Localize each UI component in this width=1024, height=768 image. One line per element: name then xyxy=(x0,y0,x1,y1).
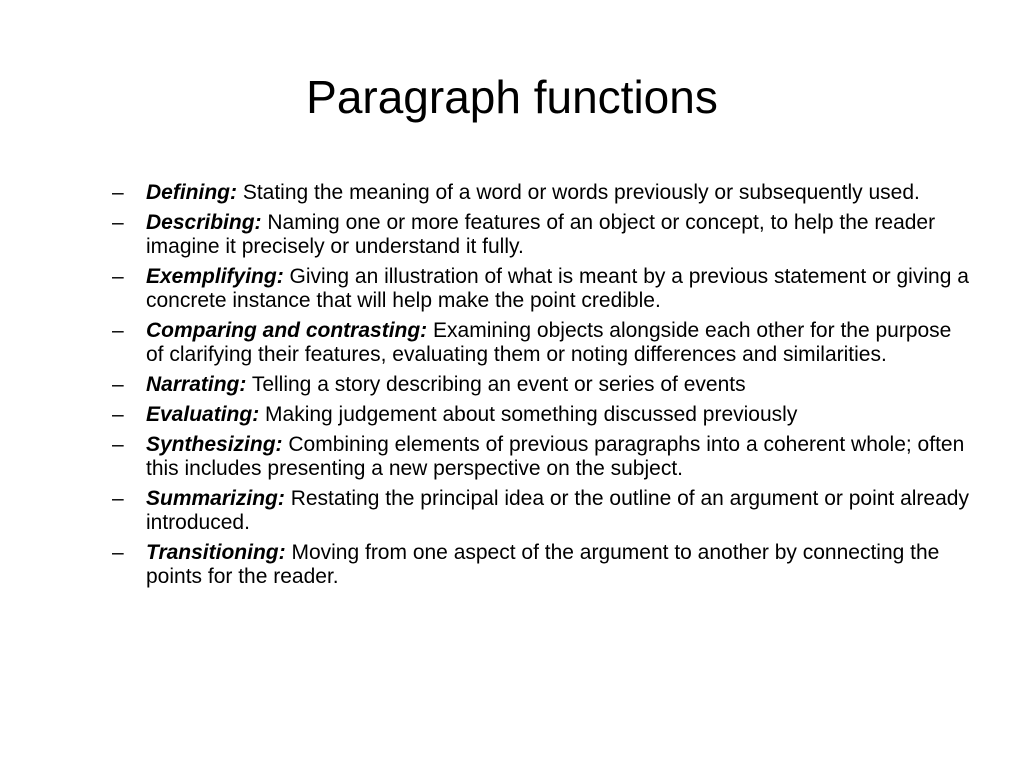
list-item-transitioning xyxy=(112,541,972,589)
dash-bullet-icon: – xyxy=(112,373,124,396)
bullet-text: Naming one or more features of an object or concept, to help the reader imagine it precisely or understand it fully. xyxy=(146,211,936,258)
dash-bullet-icon: – xyxy=(112,433,124,456)
list-item-summarizing xyxy=(112,487,972,535)
bullet-term: Evaluating: xyxy=(146,403,260,426)
list-item-exemplifying xyxy=(112,265,972,313)
bullet-term: Comparing and contrasting: xyxy=(146,319,428,342)
bullet-term: Narrating: xyxy=(146,373,247,396)
list-item-defining xyxy=(112,181,972,205)
dash-bullet-icon: – xyxy=(112,541,124,564)
bullet-text: Stating the meaning of a word or words previously or subsequently used. xyxy=(242,181,920,204)
bullet-term: Transitioning: xyxy=(146,541,286,564)
list-item-describing xyxy=(112,211,972,259)
bullet-text: Moving from one aspect of the argument to another by connecting the points for the reader. xyxy=(146,541,940,588)
bullet-text: Examining objects alongside each other for the purpose of clarifying their features, evaluating them or noting differences and similarities. xyxy=(146,319,952,366)
dash-bullet-icon: – xyxy=(112,181,124,204)
bullet-term: Exemplifying: xyxy=(146,265,284,288)
dash-bullet-icon: – xyxy=(112,211,124,234)
slide-title: Paragraph functions xyxy=(306,71,718,123)
dash-bullet-icon: – xyxy=(112,265,124,288)
dash-bullet-icon: – xyxy=(112,487,124,510)
bullet-text: Restating the principal idea or the outline of an argument or point already introduced. xyxy=(146,487,969,534)
bullet-term: Describing: xyxy=(146,211,262,234)
bullet-term: Summarizing: xyxy=(146,487,285,510)
bullet-text: Giving an illustration of what is meant by a previous statement or giving a concrete instance that will help make the point credible. xyxy=(146,265,969,312)
dash-bullet-icon: – xyxy=(112,403,124,426)
bullet-term: Synthesizing: xyxy=(146,433,283,456)
list-item-comparing-and-contrasting xyxy=(112,319,972,367)
dash-bullet-icon: – xyxy=(112,319,124,342)
bullet-term: Defining: xyxy=(146,181,237,204)
list-item-evaluating xyxy=(112,403,972,427)
bullet-text: Making judgement about something discussed previously xyxy=(265,403,798,426)
list-item-synthesizing xyxy=(112,433,972,481)
bullet-text: Combining elements of previous paragraphs into a coherent whole; often this includes presenting a new perspective on the subject. xyxy=(146,433,965,480)
bullet-list xyxy=(112,181,972,595)
list-item-narrating xyxy=(112,373,972,397)
bullet-text: Telling a story describing an event or series of events xyxy=(251,373,746,396)
